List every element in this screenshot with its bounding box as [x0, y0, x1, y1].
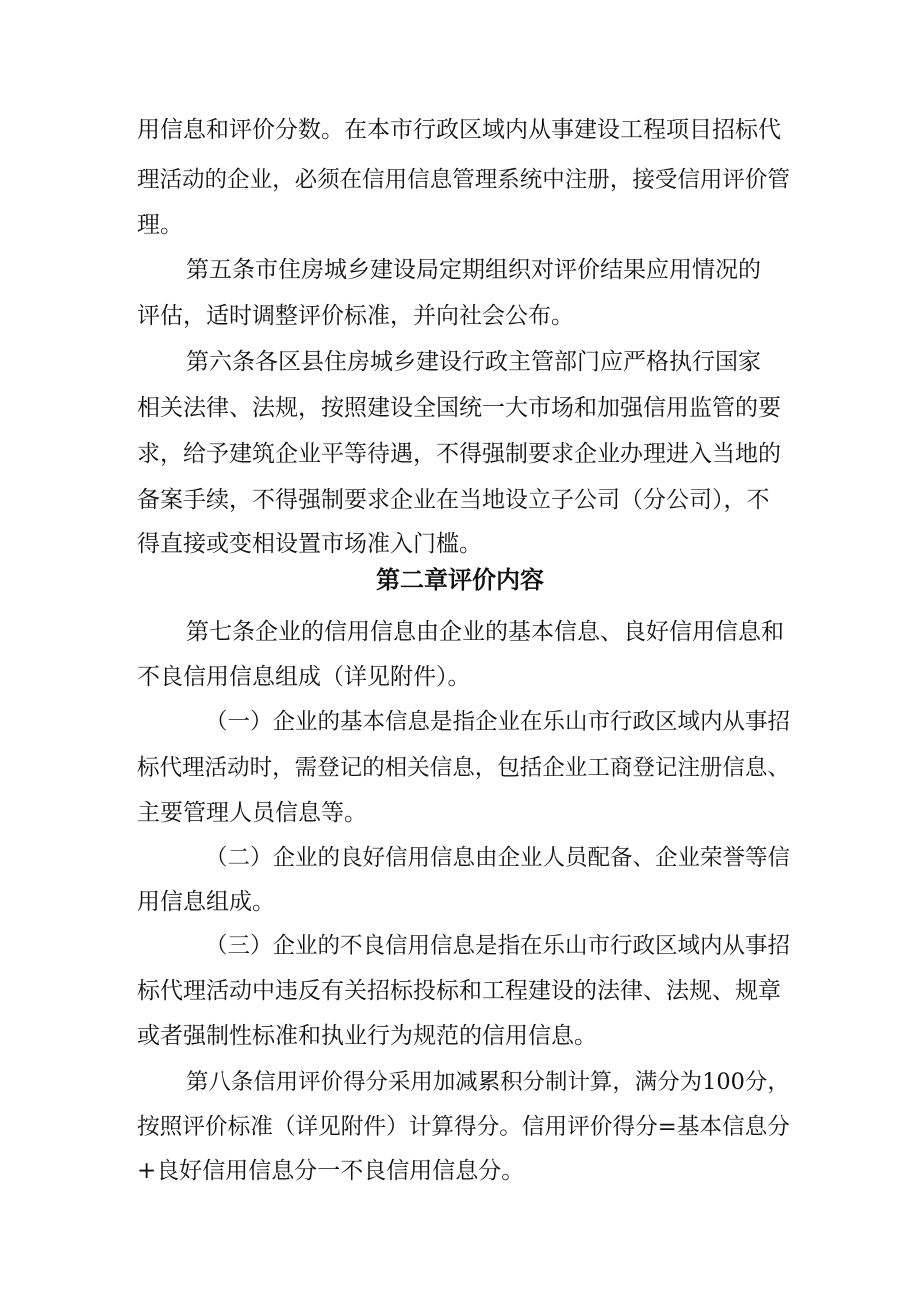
body-text-line: 标代理活动中违反有关招标投标和工程建设的法律、法规、规章	[137, 978, 781, 1004]
article-5-line: 第五条市住房城乡建设局定期组织对评价结果应用情况的	[186, 257, 761, 283]
article-6-line: 第六条各区县住房城乡建设行政主管部门应严格执行国家	[186, 349, 761, 375]
body-text-line: 评估，适时调整评价标准，并向社会公布。	[137, 303, 574, 329]
article-7-line: 第七条企业的信用信息由企业的基本信息、良好信用信息和	[186, 619, 784, 645]
item-2-line: （二）企业的良好信用信息由企业人员配备、企业荣誉等信	[205, 845, 791, 871]
body-text-line: 主要管理人员信息等。	[137, 800, 367, 826]
item-3-line: （三）企业的不良信用信息是指在乐山市行政区域内从事招	[205, 933, 791, 959]
body-text-line: 理活动的企业，必须在信用信息管理系统中注册，接受信用评价管	[137, 167, 790, 193]
item-1-line: （一）企业的基本信息是指企业在乐山市行政区域内从事招	[205, 709, 791, 735]
body-text-line: 相关法律、法规，按照建设全国统一大市场和加强信用监管的要	[137, 395, 781, 421]
body-text-line: 求，给予建筑企业平等待遇，不得强制要求企业办理进入当地的	[137, 441, 781, 467]
body-text-line: 理。	[137, 212, 183, 238]
body-text-line: 用信息和评价分数。在本市行政区域内从事建设工程项目招标代	[137, 117, 781, 143]
body-text-line: 备案手续，不得强制要求企业在当地设立子公司（分公司），不	[137, 487, 770, 513]
body-text-line: +良好信用信息分一不良信用信息分。	[137, 1158, 525, 1184]
body-text-line: 不良信用信息组成（详见附件）。	[137, 664, 471, 690]
body-text-line: 得直接或变相设置市场准入门槛。	[137, 531, 482, 557]
body-text-line: 用信息组成。	[137, 889, 275, 915]
chapter-heading: 第二章评价内容	[376, 566, 544, 594]
article-8-line: 第八条信用评价得分采用加减累积分制计算，满分为100分，	[186, 1069, 790, 1095]
body-text-line: 标代理活动时，需登记的相关信息，包括企业工商登记注册信息、	[137, 755, 790, 781]
body-text-line: 按照评价标准（详见附件）计算得分。信用评价得分=基本信息分	[137, 1114, 790, 1140]
body-text-line: 或者强制性标准和执业行为规范的信用信息。	[137, 1023, 597, 1049]
